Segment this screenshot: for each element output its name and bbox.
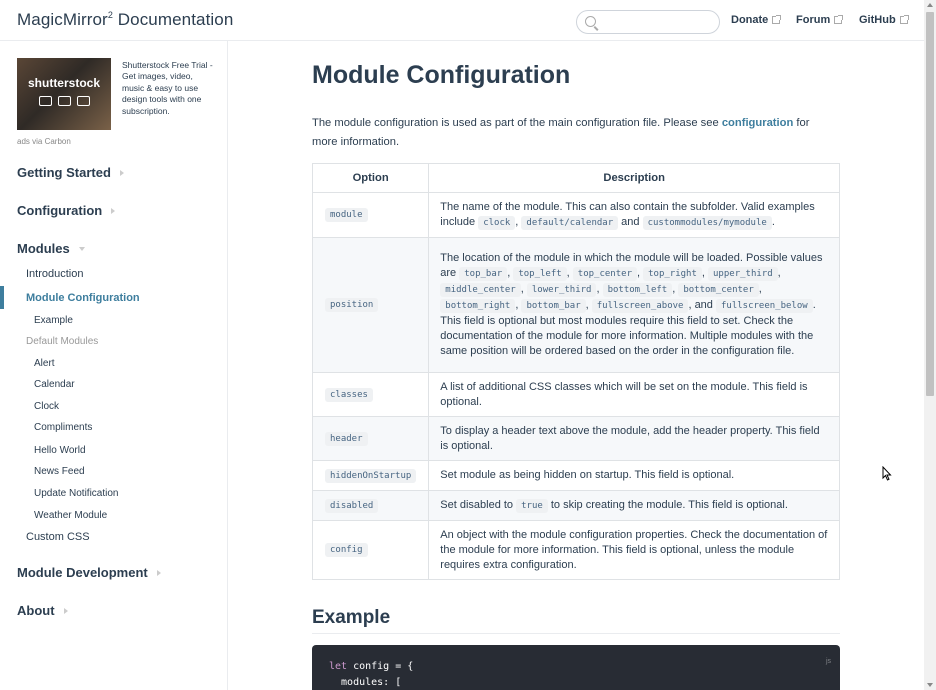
separator: , (520, 283, 527, 295)
inline-code: upper_third (708, 267, 778, 281)
inline-code: middle_center (440, 283, 520, 297)
sidebar-item-news-feed[interactable]: News Feed (34, 466, 85, 477)
option-cell (313, 461, 429, 491)
code-block (312, 645, 840, 690)
search-icon (585, 16, 596, 27)
scroll-down-arrow[interactable] (927, 683, 933, 687)
scroll-up-arrow[interactable] (927, 3, 933, 7)
sidebar-section-label: Module Development (17, 565, 148, 580)
sidebar-section-label: Configuration (17, 203, 103, 218)
sidebar-item-hello-world[interactable]: Hello World (34, 445, 86, 456)
site-title[interactable] (17, 10, 233, 30)
separator: , (507, 267, 514, 279)
sidebar-section-label: Modules (17, 241, 70, 256)
inline-code: bottom_bar (521, 299, 585, 313)
sidebar-section-modules[interactable] (17, 241, 85, 256)
search-box[interactable] (576, 10, 720, 34)
scrollbar[interactable] (924, 0, 936, 690)
configuration-link[interactable]: configuration (721, 117, 794, 129)
desc-text: to skip creating the module. This field is optional. (547, 498, 788, 511)
desc-text: . (771, 215, 775, 228)
option-cell (313, 373, 429, 417)
sidebar-section-getting-started[interactable] (17, 165, 124, 180)
site-title-main: MagicMirror (17, 10, 108, 29)
option-code: config (325, 543, 368, 557)
nav-link-donate[interactable] (731, 14, 780, 26)
desc-text: The location of the module in which the module will be loaded. Possible values are (440, 252, 823, 279)
option-code: classes (325, 388, 373, 402)
option-code: module (325, 208, 368, 222)
separator: , (701, 267, 709, 279)
sidebar-item-calendar[interactable]: Calendar (34, 379, 75, 390)
heading-divider (312, 633, 840, 634)
nav-link-label: GitHub (859, 14, 896, 26)
site-title-superscript: 2 (107, 10, 113, 20)
sidebar-item-update-notification[interactable]: Update Notification (34, 488, 119, 499)
chevron-right-icon (64, 608, 68, 614)
section-heading-example: Example (312, 607, 391, 628)
inline-code: custommodules/mymodule (643, 216, 772, 230)
sidebar (0, 41, 228, 690)
sidebar-item-module-configuration[interactable]: Module Configuration (26, 292, 140, 304)
desc-text: The name of the module. This can also contain the subfolder. Valid examples include (440, 200, 815, 228)
position-values (440, 267, 812, 311)
options-table (312, 163, 840, 580)
table-row (313, 417, 840, 461)
chevron-right-icon (157, 570, 161, 576)
search-input[interactable] (601, 14, 711, 30)
nav-link-label: Forum (796, 14, 831, 26)
separator: , (566, 267, 573, 279)
site-title-rest: Documentation (112, 10, 234, 29)
nav-link-label: Donate (731, 14, 769, 26)
sidebar-section-about[interactable] (17, 603, 68, 618)
separator: , (777, 267, 781, 279)
table-row (313, 491, 840, 521)
inline-code: top_left (513, 267, 566, 281)
option-code: position (325, 298, 378, 312)
nav-link-forum[interactable] (796, 14, 842, 26)
inline-code: top_right (643, 267, 702, 281)
code-line (329, 659, 823, 675)
code-keyword: let (329, 661, 348, 672)
inline-code: clock (478, 216, 515, 230)
description-cell (429, 193, 840, 238)
intro-text-end: for more information. (312, 117, 810, 148)
chevron-right-icon (111, 208, 115, 214)
separator: , (758, 283, 762, 295)
separator: , (672, 283, 679, 295)
sidebar-item-clock[interactable]: Clock (34, 401, 60, 412)
sidebar-item-introduction[interactable]: Introduction (26, 268, 84, 280)
desc-text: Set disabled to (440, 498, 517, 511)
music-icon (58, 96, 71, 106)
page-title: Module Configuration (312, 61, 571, 89)
inline-code: true (516, 499, 548, 513)
sidebar-section-module-development[interactable] (17, 565, 161, 580)
sidebar-group-default-modules: Default Modules (26, 336, 99, 347)
table-row (313, 461, 840, 491)
option-code: header (325, 432, 368, 446)
description-cell: Set module as being hidden on startup. This field is optional. (429, 461, 840, 491)
inline-code: top_center (573, 267, 637, 281)
mouse-cursor-icon (882, 466, 892, 481)
description-cell (429, 238, 840, 373)
active-indicator (0, 286, 4, 309)
table-row (313, 521, 840, 580)
description-cell: To display a header text above the module, add the header property. This field is optional. (429, 417, 840, 461)
table-header-row (313, 164, 840, 193)
option-cell (313, 238, 429, 373)
description-cell: An object with the module configuration properties. Check the documentation of the module for more information. This field is optional, unless the module requires extra configuration. (429, 521, 840, 580)
inline-code: bottom_right (440, 299, 515, 313)
separator: , (585, 299, 592, 311)
column-header-option: Option (313, 164, 429, 193)
option-code: disabled (325, 499, 378, 513)
sidebar-section-label: About (17, 603, 55, 618)
table-row (313, 238, 840, 373)
desc-text: . This field is optional but most modules require this field to set. Check the documentation of the module for more information. Multiple modules with the same position will be ordered based on the order in the configuration file. (440, 299, 816, 357)
code-language-label: js (825, 658, 831, 665)
ad-brand: shutterstock (27, 76, 101, 90)
external-link-icon (772, 16, 780, 24)
inline-code: bottom_center (678, 283, 758, 297)
sidebar-item-weather-module[interactable]: Weather Module (34, 510, 108, 521)
column-header-description: Description (429, 164, 840, 193)
scrollbar-thumb[interactable] (926, 12, 934, 396)
option-cell (313, 417, 429, 461)
nav-link-github[interactable] (859, 14, 908, 26)
sidebar-item-example[interactable]: Example (34, 315, 73, 326)
ad-icons (17, 96, 111, 106)
description-cell: A list of additional CSS classes which will be set on the module. This field is optional. (429, 373, 840, 417)
desc-text: and (618, 215, 643, 228)
external-link-icon (834, 16, 842, 24)
inline-code: bottom_left (603, 283, 673, 297)
option-code: hiddenOnStartup (325, 469, 416, 483)
intro-paragraph (312, 114, 832, 152)
sidebar-item-alert[interactable]: Alert (34, 358, 55, 369)
separator: , and (688, 299, 716, 311)
option-cell (313, 521, 429, 580)
desc-text: , (515, 215, 522, 228)
separator: , (636, 267, 644, 279)
option-cell (313, 491, 429, 521)
code-text: modules: [ (329, 677, 402, 688)
external-link-icon (900, 16, 908, 24)
sidebar-section-label: Getting Started (17, 165, 111, 180)
table-row (313, 193, 840, 238)
sidebar-section-configuration[interactable] (17, 203, 115, 218)
inline-code: fullscreen_above (592, 299, 689, 313)
ad-text[interactable]: Shutterstock Free Trial - Get images, video, music & easy to use design tools with one subscription. (122, 60, 213, 116)
table-row (313, 373, 840, 417)
option-cell (313, 193, 429, 238)
inline-code: lower_third (527, 283, 597, 297)
separator: , (596, 283, 603, 295)
camera-icon (39, 96, 52, 106)
separator: , (515, 299, 522, 311)
inline-code: fullscreen_below (716, 299, 813, 313)
play-icon (77, 96, 90, 106)
navbar (0, 0, 924, 41)
sidebar-item-compliments[interactable]: Compliments (34, 422, 93, 433)
description-cell (429, 491, 840, 521)
sidebar-item-custom-css[interactable]: Custom CSS (26, 531, 90, 543)
ad-via[interactable]: ads via Carbon (17, 137, 71, 146)
inline-code: default/calendar (521, 216, 618, 230)
code-text: config = { (347, 661, 414, 672)
intro-text: The module configuration is used as part of the main configuration file. Please see (312, 117, 722, 129)
ad-image[interactable] (17, 58, 111, 130)
chevron-down-icon (79, 247, 85, 251)
inline-code: top_bar (459, 267, 507, 281)
chevron-right-icon (120, 170, 124, 176)
code-line (329, 675, 823, 690)
